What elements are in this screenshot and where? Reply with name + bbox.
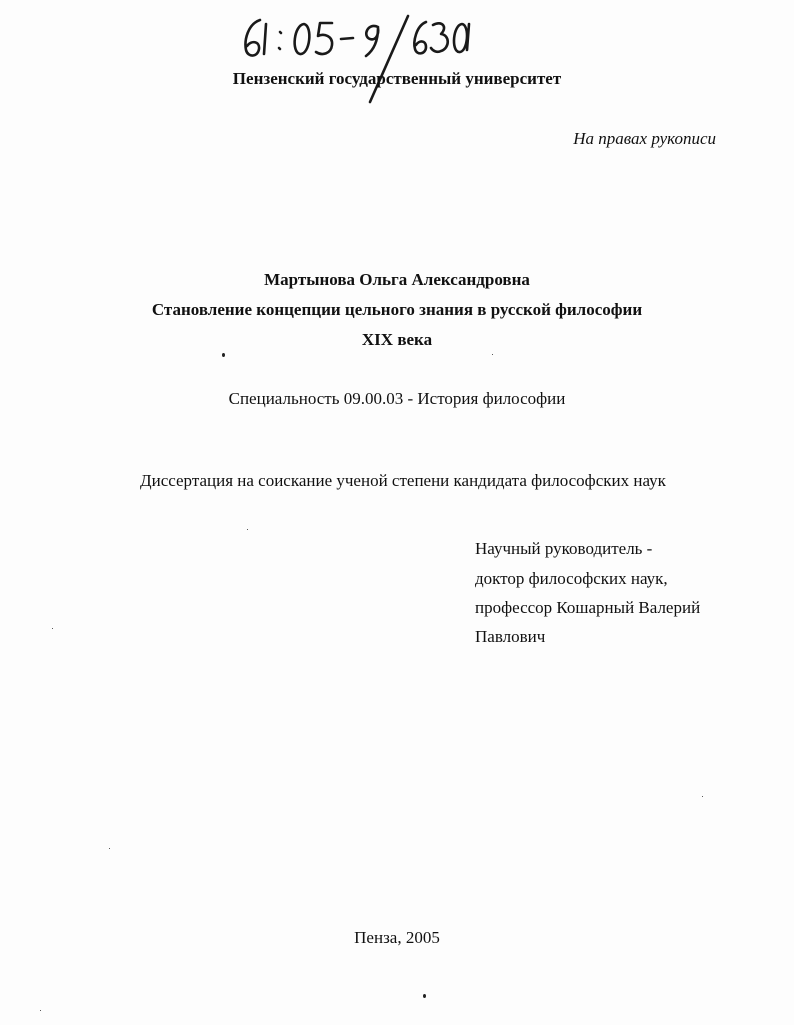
university-name: Пензенский государственный университет bbox=[232, 69, 562, 88]
scan-speck bbox=[492, 354, 493, 355]
supervisor-line-4: Павлович bbox=[475, 627, 546, 646]
scan-speck bbox=[109, 848, 110, 849]
author-name: Мартынова Ольга Александровна bbox=[264, 270, 530, 289]
scan-speck bbox=[40, 1010, 41, 1011]
scan-speck bbox=[702, 796, 703, 797]
dissertation-title-line-2: XIX века bbox=[361, 330, 433, 349]
dissertation-title-line-1: Становление концепции цельного знания в русской философии bbox=[151, 300, 643, 319]
city-year: Пенза, 2005 bbox=[354, 928, 440, 947]
supervisor-line-1: Научный руководитель - bbox=[475, 539, 653, 558]
scan-speck bbox=[423, 994, 426, 998]
supervisor-line-2: доктор философских наук, bbox=[475, 569, 668, 588]
specialty: Специальность 09.00.03 - История философии bbox=[228, 389, 566, 408]
scan-speck bbox=[52, 628, 53, 629]
manuscript-rights-note: На правах рукописи bbox=[573, 129, 716, 148]
supervisor-line-3: профессор Кошарный Валерий bbox=[475, 598, 701, 617]
handwritten-archive-code bbox=[238, 10, 488, 105]
degree-statement: Диссертация на соискание ученой степени кандидата философских наук bbox=[140, 471, 666, 490]
scan-speck bbox=[222, 353, 225, 357]
scan-speck bbox=[247, 529, 248, 530]
